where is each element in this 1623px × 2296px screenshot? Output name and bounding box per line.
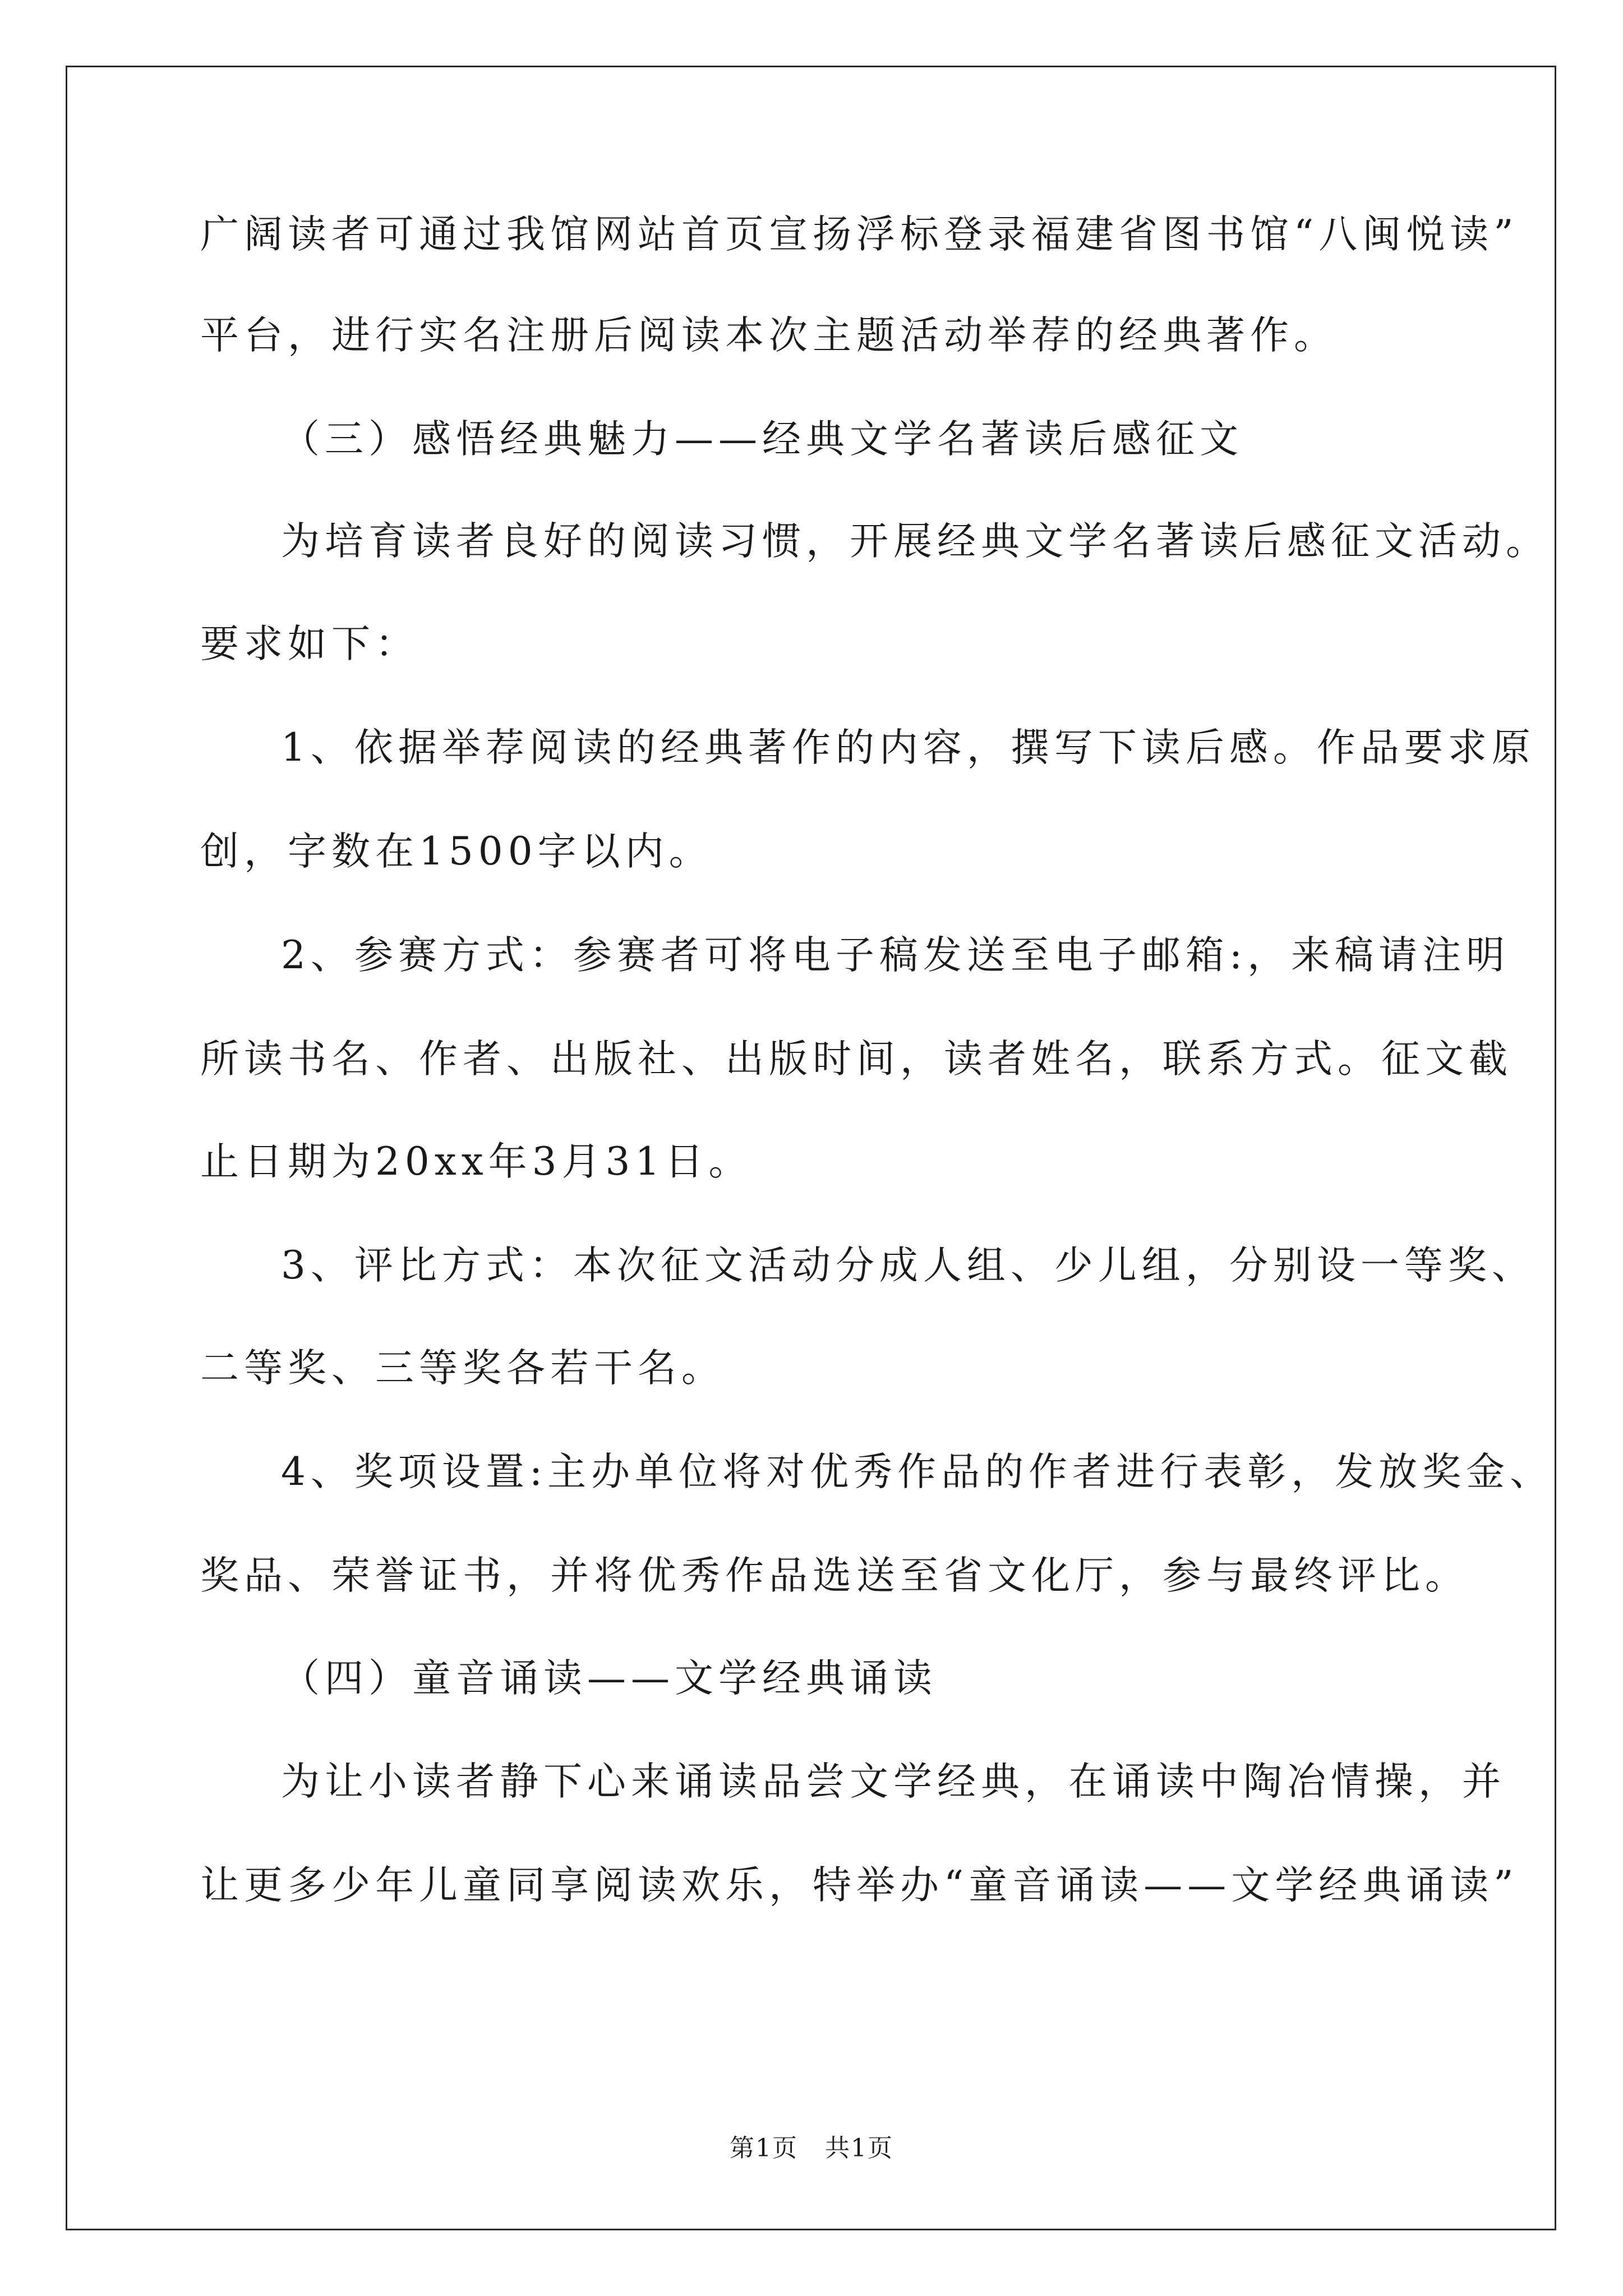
list-item-line: 2、参赛方式：参赛者可将电子稿发送至电子邮箱:，来稿请注明 <box>281 933 1510 978</box>
body-line: 平台，进行实名注册后阅读本次主题活动举荐的经典著作。 <box>200 313 1338 358</box>
list-item-line: 止日期为20xx年3月31日。 <box>200 1139 753 1184</box>
body-line: 让更多少年儿童同享阅读欢乐，特举办“童音诵读——文学经典诵读” <box>200 1863 1519 1908</box>
body-line: 为培育读者良好的阅读习惯，开展经典文学名著读后感征文活动。 <box>281 519 1550 564</box>
list-item-line: 4、奖项设置:主办单位将对优秀作品的作者进行表彰，发放奖金、 <box>281 1450 1554 1494</box>
list-item-line: 二等奖、三等奖各若干名。 <box>200 1346 725 1391</box>
section-heading: （三）感悟经典魅力——经典文学名著读后感征文 <box>281 417 1243 462</box>
section-heading: （四）童音诵读——文学经典诵读 <box>281 1656 937 1701</box>
body-line: 要求如下： <box>200 622 419 666</box>
page-number: 第1页 <box>730 2134 798 2162</box>
list-item-line: 创，字数在1500字以内。 <box>200 829 713 874</box>
list-item-line: 1、依据举荐阅读的经典著作的内容，撰写下读后感。作品要求原 <box>281 725 1536 770</box>
page-footer <box>0 2128 1623 2164</box>
list-item-line: 奖品、荣誉证书，并将优秀作品选送至省文化厅，参与最终评比。 <box>200 1553 1469 1598</box>
body-line: 广阔读者可通过我馆网站首页宣扬浮标登录福建省图书馆“八闽悦读” <box>200 212 1519 257</box>
body-line: 为让小读者静下心来诵读品尝文学经典，在诵读中陶冶情操，并 <box>281 1759 1506 1804</box>
page-total: 共1页 <box>825 2134 893 2162</box>
list-item-line: 所读书名、作者、出版社、出版时间，读者姓名，联系方式。征文截 <box>200 1037 1513 1082</box>
list-item-line: 3、评比方式：本次征文活动分成人组、少儿组，分别设一等奖、 <box>281 1243 1536 1288</box>
